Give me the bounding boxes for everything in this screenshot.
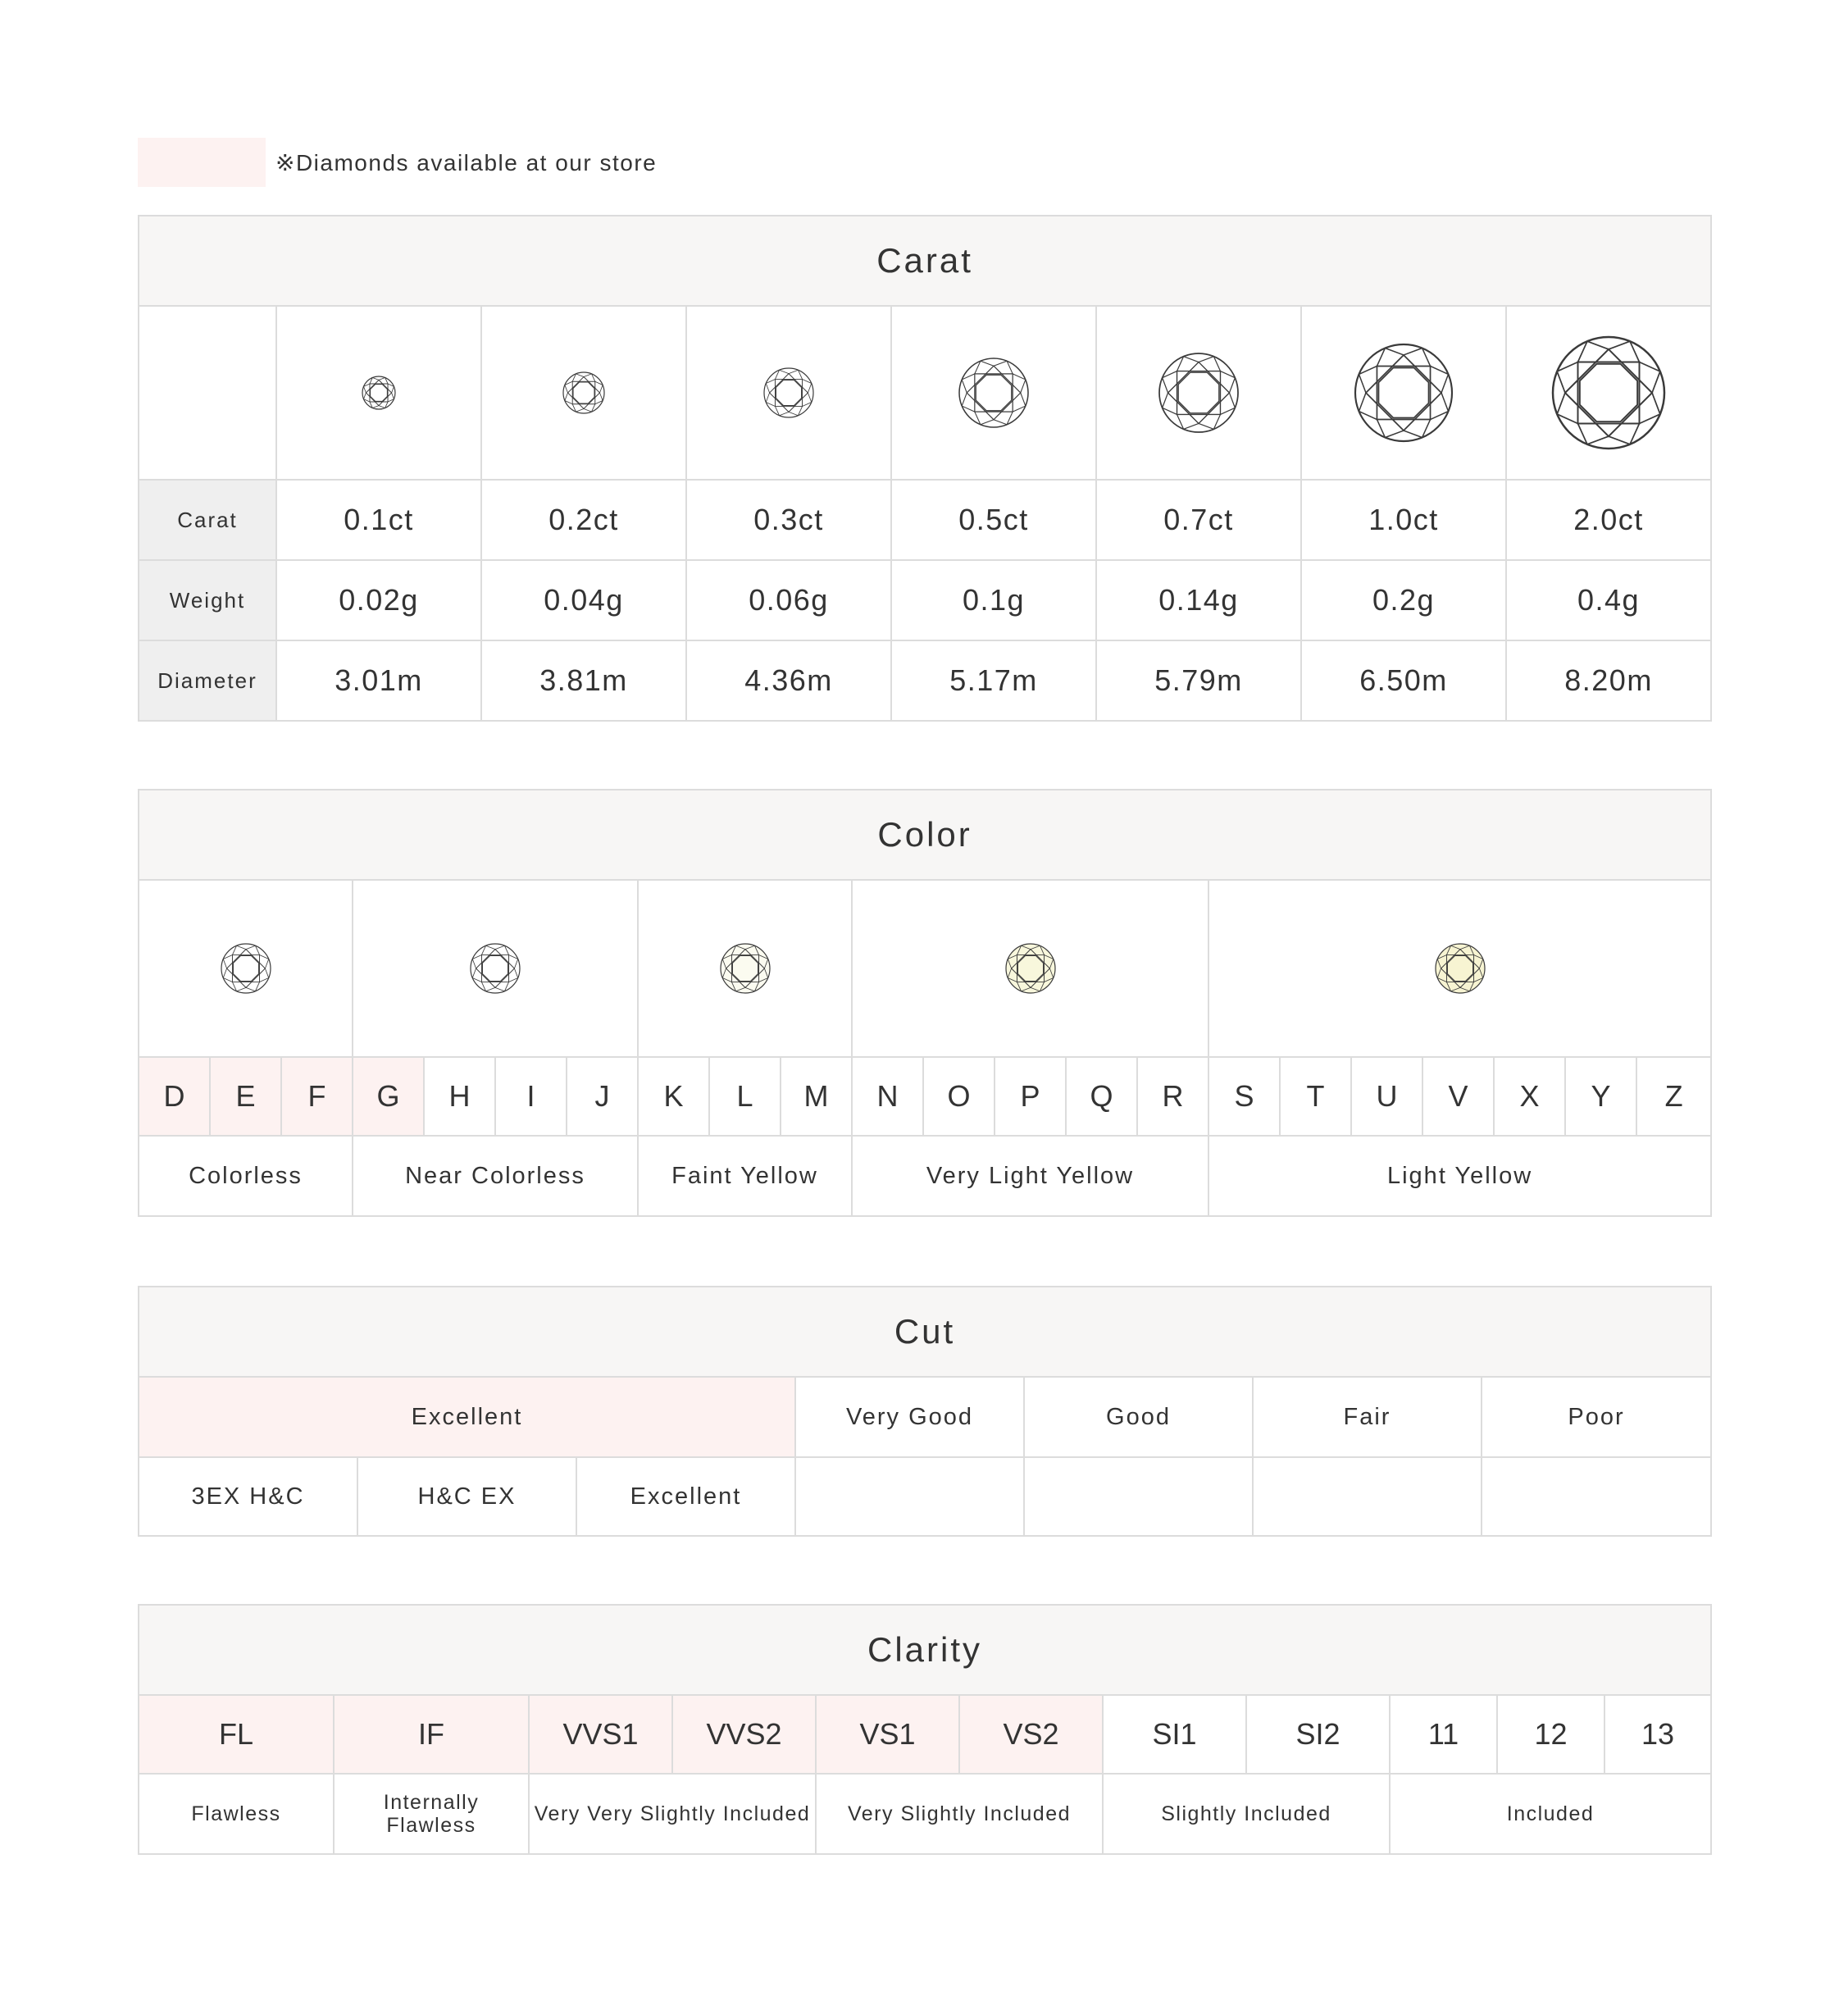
clarity-grade: VVS1 [529,1695,672,1774]
color-grade: I [495,1057,567,1136]
color-group-label: Light Yellow [1208,1136,1711,1216]
clarity-group-label: Very Very Slightly Included [529,1774,816,1854]
diameter-value: 4.36m [686,640,891,721]
color-group-label: Colorless [139,1136,353,1216]
color-group-label: Faint Yellow [638,1136,852,1216]
carat-value: 0.3ct [686,480,891,560]
cut-grade: Poor [1482,1377,1711,1457]
color-title: Color [139,790,1711,880]
empty-cell [1482,1457,1711,1536]
empty-cell [1253,1457,1482,1536]
clarity-grade: VS1 [816,1695,959,1774]
weight-value: 0.2g [1301,560,1506,640]
carat-value: 0.5ct [891,480,1096,560]
color-grade: P [995,1057,1066,1136]
color-grade: O [923,1057,995,1136]
color-grade: V [1422,1057,1494,1136]
diameter-value: 3.81m [481,640,686,721]
color-grade: X [1494,1057,1565,1136]
diameter-value: 5.17m [891,640,1096,721]
diamond-icon [1506,306,1711,480]
color-letters-row [139,1057,1711,1136]
diamond-icon [1301,306,1506,480]
weight-value: 0.02g [276,560,481,640]
weight-value: 0.14g [1096,560,1301,640]
empty-cell [795,1457,1024,1536]
cut-grade: Very Good [795,1377,1024,1457]
clarity-group-label: Slightly Included [1103,1774,1390,1854]
clarity-group-label: Flawless [139,1774,334,1854]
diamond-icon [139,880,353,1057]
color-grade: F [281,1057,353,1136]
color-table [138,789,1712,1217]
diamond-icon [481,306,686,480]
cut-subgrade: H&C EX [357,1457,576,1536]
cut-grade: Excellent [139,1377,795,1457]
color-grade: S [1208,1057,1280,1136]
clarity-grade: IF [334,1695,529,1774]
color-grade: R [1137,1057,1208,1136]
diamond-icon [1208,880,1711,1057]
diameter-value: 3.01m [276,640,481,721]
weight-value: 0.1g [891,560,1096,640]
diamond-icon [638,880,852,1057]
carat-value: 0.2ct [481,480,686,560]
carat-value: 0.7ct [1096,480,1301,560]
color-grade: Z [1636,1057,1711,1136]
row-label-carat: Carat [139,480,276,560]
diameter-value: 6.50m [1301,640,1506,721]
clarity-grade: SI1 [1103,1695,1246,1774]
diamond-icon [852,880,1208,1057]
carat-value: 0.1ct [276,480,481,560]
carat-empty-cell [139,306,276,480]
color-grade: K [638,1057,709,1136]
color-grade: D [139,1057,210,1136]
color-grade: G [353,1057,424,1136]
diamond-icon [686,306,891,480]
clarity-grade: 13 [1604,1695,1711,1774]
diameter-value: 8.20m [1506,640,1711,721]
color-group-label: Very Light Yellow [852,1136,1208,1216]
color-grade: U [1351,1057,1422,1136]
clarity-group-label: Internally Flawless [334,1774,529,1854]
diamond-icon [353,880,638,1057]
diamond-icon [891,306,1096,480]
row-label-weight: Weight [139,560,276,640]
weight-value: 0.06g [686,560,891,640]
diamond-icon [276,306,481,480]
carat-value: 2.0ct [1506,480,1711,560]
clarity-grade: VS2 [959,1695,1103,1774]
diamond-icon [1096,306,1301,480]
clarity-grade: 11 [1390,1695,1497,1774]
weight-value: 0.04g [481,560,686,640]
color-grade: E [210,1057,281,1136]
clarity-grade: FL [139,1695,334,1774]
clarity-title: Clarity [139,1605,1711,1695]
cut-title: Cut [139,1287,1711,1377]
color-group-label: Near Colorless [353,1136,638,1216]
color-grade: J [567,1057,638,1136]
clarity-group-label: Included [1390,1774,1711,1854]
color-grade: Y [1565,1057,1636,1136]
row-label-diameter: Diameter [139,640,276,721]
cut-grade: Fair [1253,1377,1482,1457]
legend-text: ※Diamonds available at our store [275,149,658,175]
clarity-grade: SI2 [1246,1695,1390,1774]
color-grade: N [852,1057,923,1136]
cut-subgrade: 3EX H&C [139,1457,357,1536]
color-grade: L [709,1057,781,1136]
cut-grade: Good [1024,1377,1253,1457]
color-grade: Q [1066,1057,1137,1136]
legend [138,138,657,187]
clarity-group-label: Very Slightly Included [816,1774,1103,1854]
carat-title: Carat [139,216,1711,306]
color-grade: T [1280,1057,1351,1136]
carat-table [138,215,1712,722]
clarity-grade: 12 [1497,1695,1604,1774]
clarity-table [138,1604,1712,1855]
color-grade: M [781,1057,852,1136]
legend-swatch [138,138,266,187]
weight-value: 0.4g [1506,560,1711,640]
cut-subgrade: Excellent [576,1457,795,1536]
empty-cell [1024,1457,1253,1536]
color-grade: H [424,1057,495,1136]
cut-table [138,1286,1712,1537]
carat-value: 1.0ct [1301,480,1506,560]
clarity-grade: VVS2 [672,1695,816,1774]
diameter-value: 5.79m [1096,640,1301,721]
